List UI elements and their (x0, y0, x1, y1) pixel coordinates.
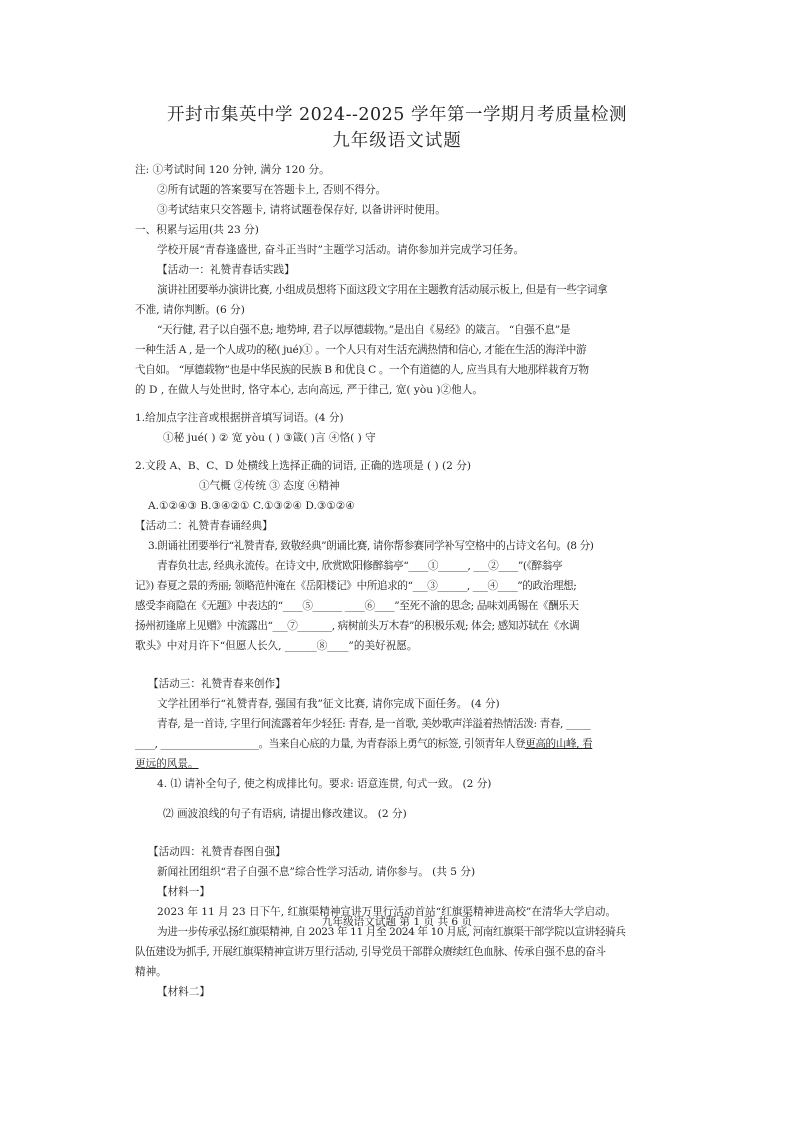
question-2: 2.文段 A、B、C、D 处横线上选择正确的词语, 正确的选项是 ( ) (2 分) (135, 460, 472, 472)
activity3-passage (135, 754, 670, 774)
note-3: ③考试结束只交答题卡, 请将试题卷保存好, 以备讲评时使用。 (157, 204, 446, 216)
exam-title: 开封市集英中学 2024--2025 学年第一学期月考质量检测 (166, 105, 628, 125)
poem-line: 感受李商隐在《无题》中表达的“____⑤______ ____⑥____”至死不渝的思念; 品味刘禹锡在《酬乐天 (135, 600, 579, 612)
poem-line: 青春负壮志, 经典永流传。在诗文中, 欣赏欧阳修醉翁亭“____①______, ___②____”(《醉翁亭 (157, 560, 563, 572)
question-4-1: 4. ⑴ 请补全句子, 使之构成排比句。要求: 语意连贯, 句式一致。 (2 分) (157, 778, 492, 790)
activity3-passage: 青春, 是一首诗, 字里行间流露着年少轻狂: 青春, 是一首歌, 美妙歌声洋溢着热情活泼: 青春, _____ (157, 718, 591, 730)
material-line: 精神。 (135, 966, 167, 978)
question-1: 1.给加点字注音或根据拼音填写词语。(4 分) (135, 412, 344, 424)
activity4-desc: 新闻社团组织“君子自强不息”综合性学习活动, 请你参与。 (共 5 分) (157, 866, 476, 878)
passage-line: 一种生活 A , 是一个人成功的秘( jué)① 。一个人只有对生活充满热情和信心, 才能在生活的海洋中游 (135, 344, 587, 356)
poem-line: 歌头》中对月许下“但愿人长久, ______⑧____”的美好祝愿。 (135, 640, 418, 652)
question-2-options: A.①②④③ B.③④②① C.①③②④ D.③①②④ (148, 500, 355, 512)
note-1: 注: ①考试时间 120 分钟, 满分 120 分。 (135, 164, 330, 176)
exam-subtitle: 九年级语文试题 (332, 131, 462, 151)
wavy-sentence: 更高的山峰, 看 (525, 738, 593, 750)
material-line: 2023 年 11 月 23 日下午, 红旗渠精神宣讲万里行活动首站“红旗渠精神进高校”在清华大学启动。 (157, 906, 617, 918)
question-1-items: ①秘 jué( ) ② 宽 yòu ( ) ③箴( )言 ④恪( ) 守 (163, 432, 376, 444)
material-line: 为进一步传承弘扬红旗渠精神, 自 2023 年 11 月至 2024 年 10 月底, 河南红旗渠干部学院以宣讲轻骑兵 (157, 926, 626, 938)
passage-line: “天行健, 君子以自强不息; 地势坤, 君子以厚德载物。”是出自《易经》的箴言。 “自强不息”是 (157, 324, 570, 336)
activity1-desc: 不准, 请你判断。(6 分) (135, 304, 245, 316)
question-2-words: ①气概 ②传统 ③ 态度 ④精神 (199, 480, 340, 492)
section-intro: 学校开展“青春逢盛世, 奋斗正当时”主题学习活动。请你参加并完成学习任务。 (157, 244, 525, 256)
material-line: 队伍建设为抓手, 开展红旗渠精神宣讲万里行活动, 引导党员干部群众赓续红色血脉、传承自强不息的奋斗 (135, 946, 606, 958)
question-3: 3.朗诵社团要举行“礼赞青春, 致敬经典”朗诵比赛, 请你帮参赛同学补写空格中的占诗文名句。(8 分) (148, 540, 594, 552)
activity1-heading: 【活动一：礼赞青春话实践】 (157, 264, 295, 276)
wavy-sentence: 更远的风景。 (135, 758, 199, 770)
poem-line: 记》) 春夏之景的秀丽; 领略范仲淹在《岳阳楼记》中所追求的“___③______, ___④____”的政治理想; (135, 580, 577, 592)
question-4-2: ⑵ 画波浪线的句子有语病, 请提出修改建议。 (2 分) (163, 808, 407, 820)
activity4-heading: 【活动四：礼赞青春图自强】 (148, 846, 286, 858)
note-2: ②所有试题的答案要写在答题卡上, 否则不得分。 (157, 184, 387, 196)
material2-label: 【材料二】 (157, 986, 210, 998)
activity2-heading: 【活动二：礼赞青春诵经典】 (135, 520, 273, 532)
activity3-desc: 文学社团举行“礼赞青春, 强国有我”征文比赛, 请你完成下面任务。 (4 分) (157, 698, 500, 710)
activity3-passage (135, 734, 670, 754)
poem-line: 扬州初逢席上见赠》中流露出“___⑦_______, 病树前头万木春”的积极乐观; 体会; 感知苏轼在《水调 (135, 620, 580, 632)
exam-body (135, 160, 670, 1002)
activity3-heading: 【活动三：礼赞青春来创作】 (148, 678, 286, 690)
section-heading: 一、积累与运用(共 23 分) (135, 224, 259, 236)
material1-label: 【材料一】 (157, 886, 210, 898)
passage-line: 的 D , 在做人与处世时, 恪守本心, 志向高远, 严于律己, 宽( yòu )②他人。 (135, 384, 483, 396)
passage-line: 弋自如。 “厚德载物”也是中华民族的民族 B 和优良 C 。一个有道德的人, 应当具有大地那样栽育万物 (135, 364, 589, 376)
page-footer: 九年级语文试题 第 1 页 共 6 页 (321, 916, 473, 928)
activity1-desc: 演讲社团要举办演讲比赛, 小组成员想将下面这段文字用在主题教育活动展示板上, 但是有一些字词拿 (157, 284, 608, 296)
passage-text: ____, ____________________。当来自心底的力量, 为青春添上勇气的标签, 引领青年人登 (135, 738, 526, 750)
